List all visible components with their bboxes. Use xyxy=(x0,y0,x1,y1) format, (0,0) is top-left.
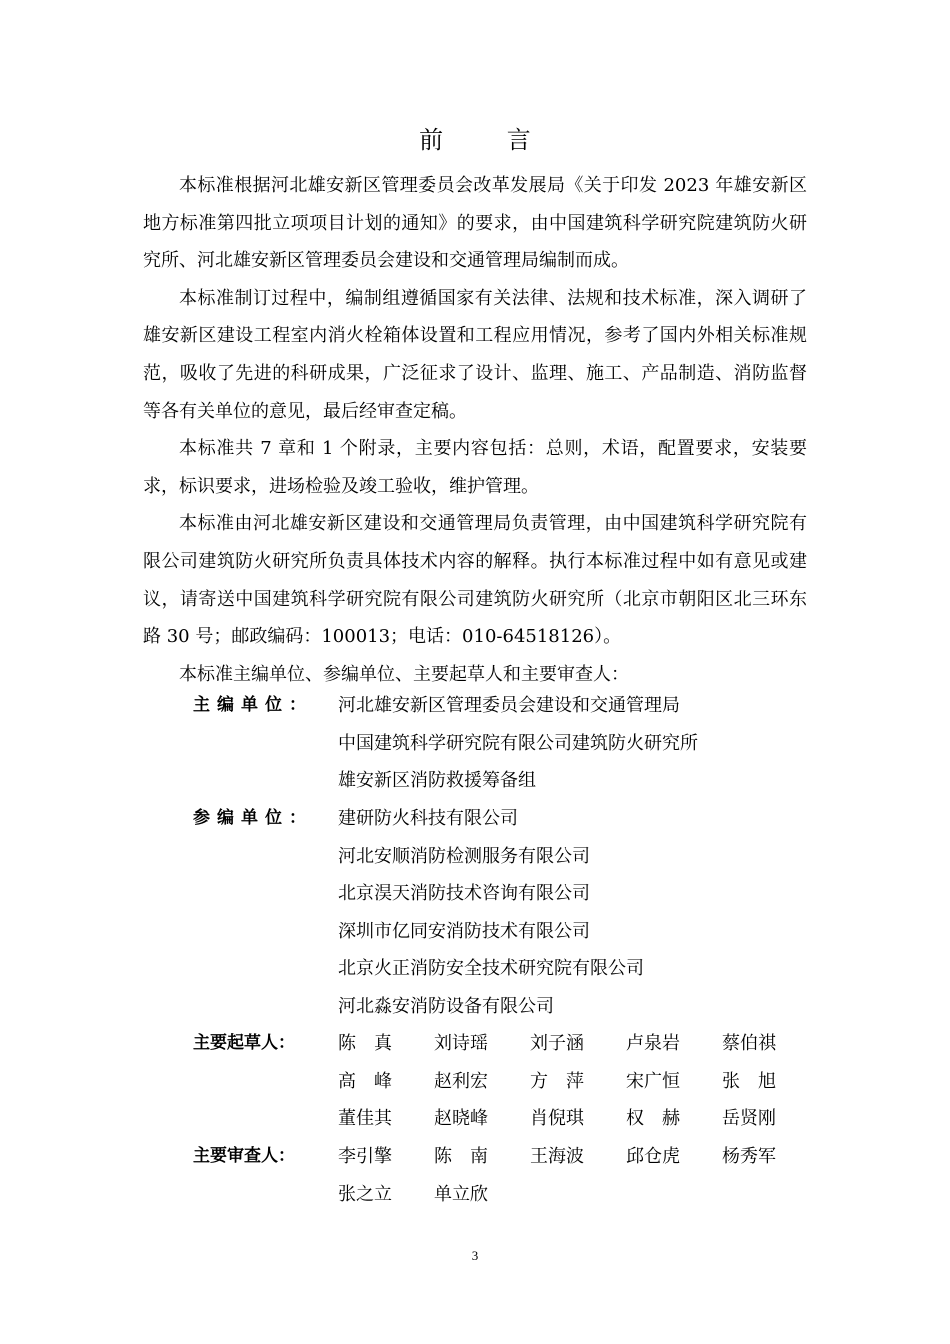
participant-row xyxy=(193,988,644,1026)
drafter-name: 高 峰 xyxy=(338,1070,392,1092)
participant-unit: 北京火正消防安全技术研究院有限公司 xyxy=(338,958,644,980)
reviewer-name: 李引擎 xyxy=(338,1146,392,1167)
participants-label: 参编单位： xyxy=(193,808,313,828)
chief-editor-row xyxy=(193,725,698,763)
drafter-row xyxy=(193,1100,818,1138)
chief-editors-label: 主编单位： xyxy=(193,695,313,715)
chief-editor-unit: 河北雄安新区管理委员会建设和交通管理局 xyxy=(338,695,680,716)
paragraph-1: 本标准根据河北雄安新区管理委员会改革发展局《关于印发 2023 年雄安新区地方标准第四批立项项目计划的通知》的要求，由中国建筑科学研究院建筑防火研究所、河北雄安新区管理委员会建设和交通管理局编制而成。 xyxy=(143,175,807,272)
drafter-name: 张 旭 xyxy=(722,1070,776,1092)
drafter-name: 肖倪琪 xyxy=(530,1108,584,1130)
chief-editors-section xyxy=(193,687,698,800)
chief-editor-unit: 中国建筑科学研究院有限公司建筑防火研究所 xyxy=(338,732,698,754)
reviewer-name: 张之立 xyxy=(338,1183,392,1205)
drafter-name: 赵利宏 xyxy=(434,1070,488,1092)
paragraph-5: 本标准主编单位、参编单位、主要起草人和主要审查人： xyxy=(179,663,629,685)
paragraph-2: 本标准制订过程中，编制组遵循国家有关法律、法规和技术标准，深入调研了雄安新区建设工程室内消火栓箱体设置和工程应用情况，参考了国内外相关标准规范，吸收了先进的科研成果，广泛征求了设计、监理、施工、产品制造、消防监督等各有关单位的意见，最后经审查定稿。 xyxy=(143,287,807,422)
chief-editor-row xyxy=(193,687,698,725)
participant-row xyxy=(193,800,644,838)
drafter-row xyxy=(193,1063,818,1101)
drafter-name: 蔡伯祺 xyxy=(722,1033,776,1054)
reviewer-name: 邱仓虎 xyxy=(626,1146,680,1167)
chief-editor-unit: 雄安新区消防救援筹备组 xyxy=(338,770,536,792)
drafter-name: 岳贤刚 xyxy=(722,1108,776,1130)
participant-row xyxy=(193,875,644,913)
reviewer-row xyxy=(193,1176,818,1214)
paragraph-3: 本标准共 7 章和 1 个附录，主要内容包括：总则，术语，配置要求，安装要求，标识要求，进场检验及竣工验收，维护管理。 xyxy=(143,438,807,497)
drafters-label: 主要起草人： xyxy=(193,1033,295,1053)
drafter-name: 宋广恒 xyxy=(626,1070,680,1092)
reviewer-row xyxy=(193,1138,818,1176)
participant-row xyxy=(193,950,644,988)
drafter-name: 赵晓峰 xyxy=(434,1108,488,1130)
drafters-section xyxy=(193,1025,818,1138)
participant-unit: 河北淼安消防设备有限公司 xyxy=(338,995,554,1017)
reviewer-name: 陈 南 xyxy=(434,1146,488,1167)
drafter-name: 陈 真 xyxy=(338,1033,392,1054)
participants-section xyxy=(193,800,644,1026)
participant-row xyxy=(193,838,644,876)
drafter-name: 方 萍 xyxy=(530,1070,584,1092)
participant-row xyxy=(193,913,644,951)
participant-unit: 北京淏天消防技术咨询有限公司 xyxy=(338,883,590,905)
drafter-name: 刘诗瑶 xyxy=(434,1033,488,1054)
page-title: 前 言 xyxy=(419,126,559,154)
page-number: 3 xyxy=(471,1248,479,1263)
drafter-name: 权 赫 xyxy=(626,1108,680,1130)
reviewers-label: 主要审查人： xyxy=(193,1146,295,1166)
preface-body xyxy=(143,167,807,693)
drafter-name: 董佳其 xyxy=(338,1108,392,1130)
drafter-name: 卢泉岩 xyxy=(626,1033,680,1054)
participant-unit: 河北安顺消防检测服务有限公司 xyxy=(338,845,590,867)
participant-unit: 深圳市亿同安消防技术有限公司 xyxy=(338,920,590,942)
participant-unit: 建研防火科技有限公司 xyxy=(338,808,518,829)
chief-editor-row xyxy=(193,762,698,800)
drafter-row xyxy=(193,1025,818,1063)
reviewer-name: 王海波 xyxy=(530,1146,584,1167)
reviewer-name: 单立欣 xyxy=(434,1183,488,1205)
reviewers-section xyxy=(193,1138,818,1213)
paragraph-4: 本标准由河北雄安新区建设和交通管理局负责管理，由中国建筑科学研究院有限公司建筑防火研究所负责具体技术内容的解释。执行本标准过程中如有意见或建议，请寄送中国建筑科学研究院有限公司建筑防火研究所（北京市朝阳区北三环东路 30 号；邮政编码：100013；电话：010-64518126）。 xyxy=(143,513,807,648)
drafter-name: 刘子涵 xyxy=(530,1033,584,1054)
reviewer-name: 杨秀军 xyxy=(722,1146,776,1167)
